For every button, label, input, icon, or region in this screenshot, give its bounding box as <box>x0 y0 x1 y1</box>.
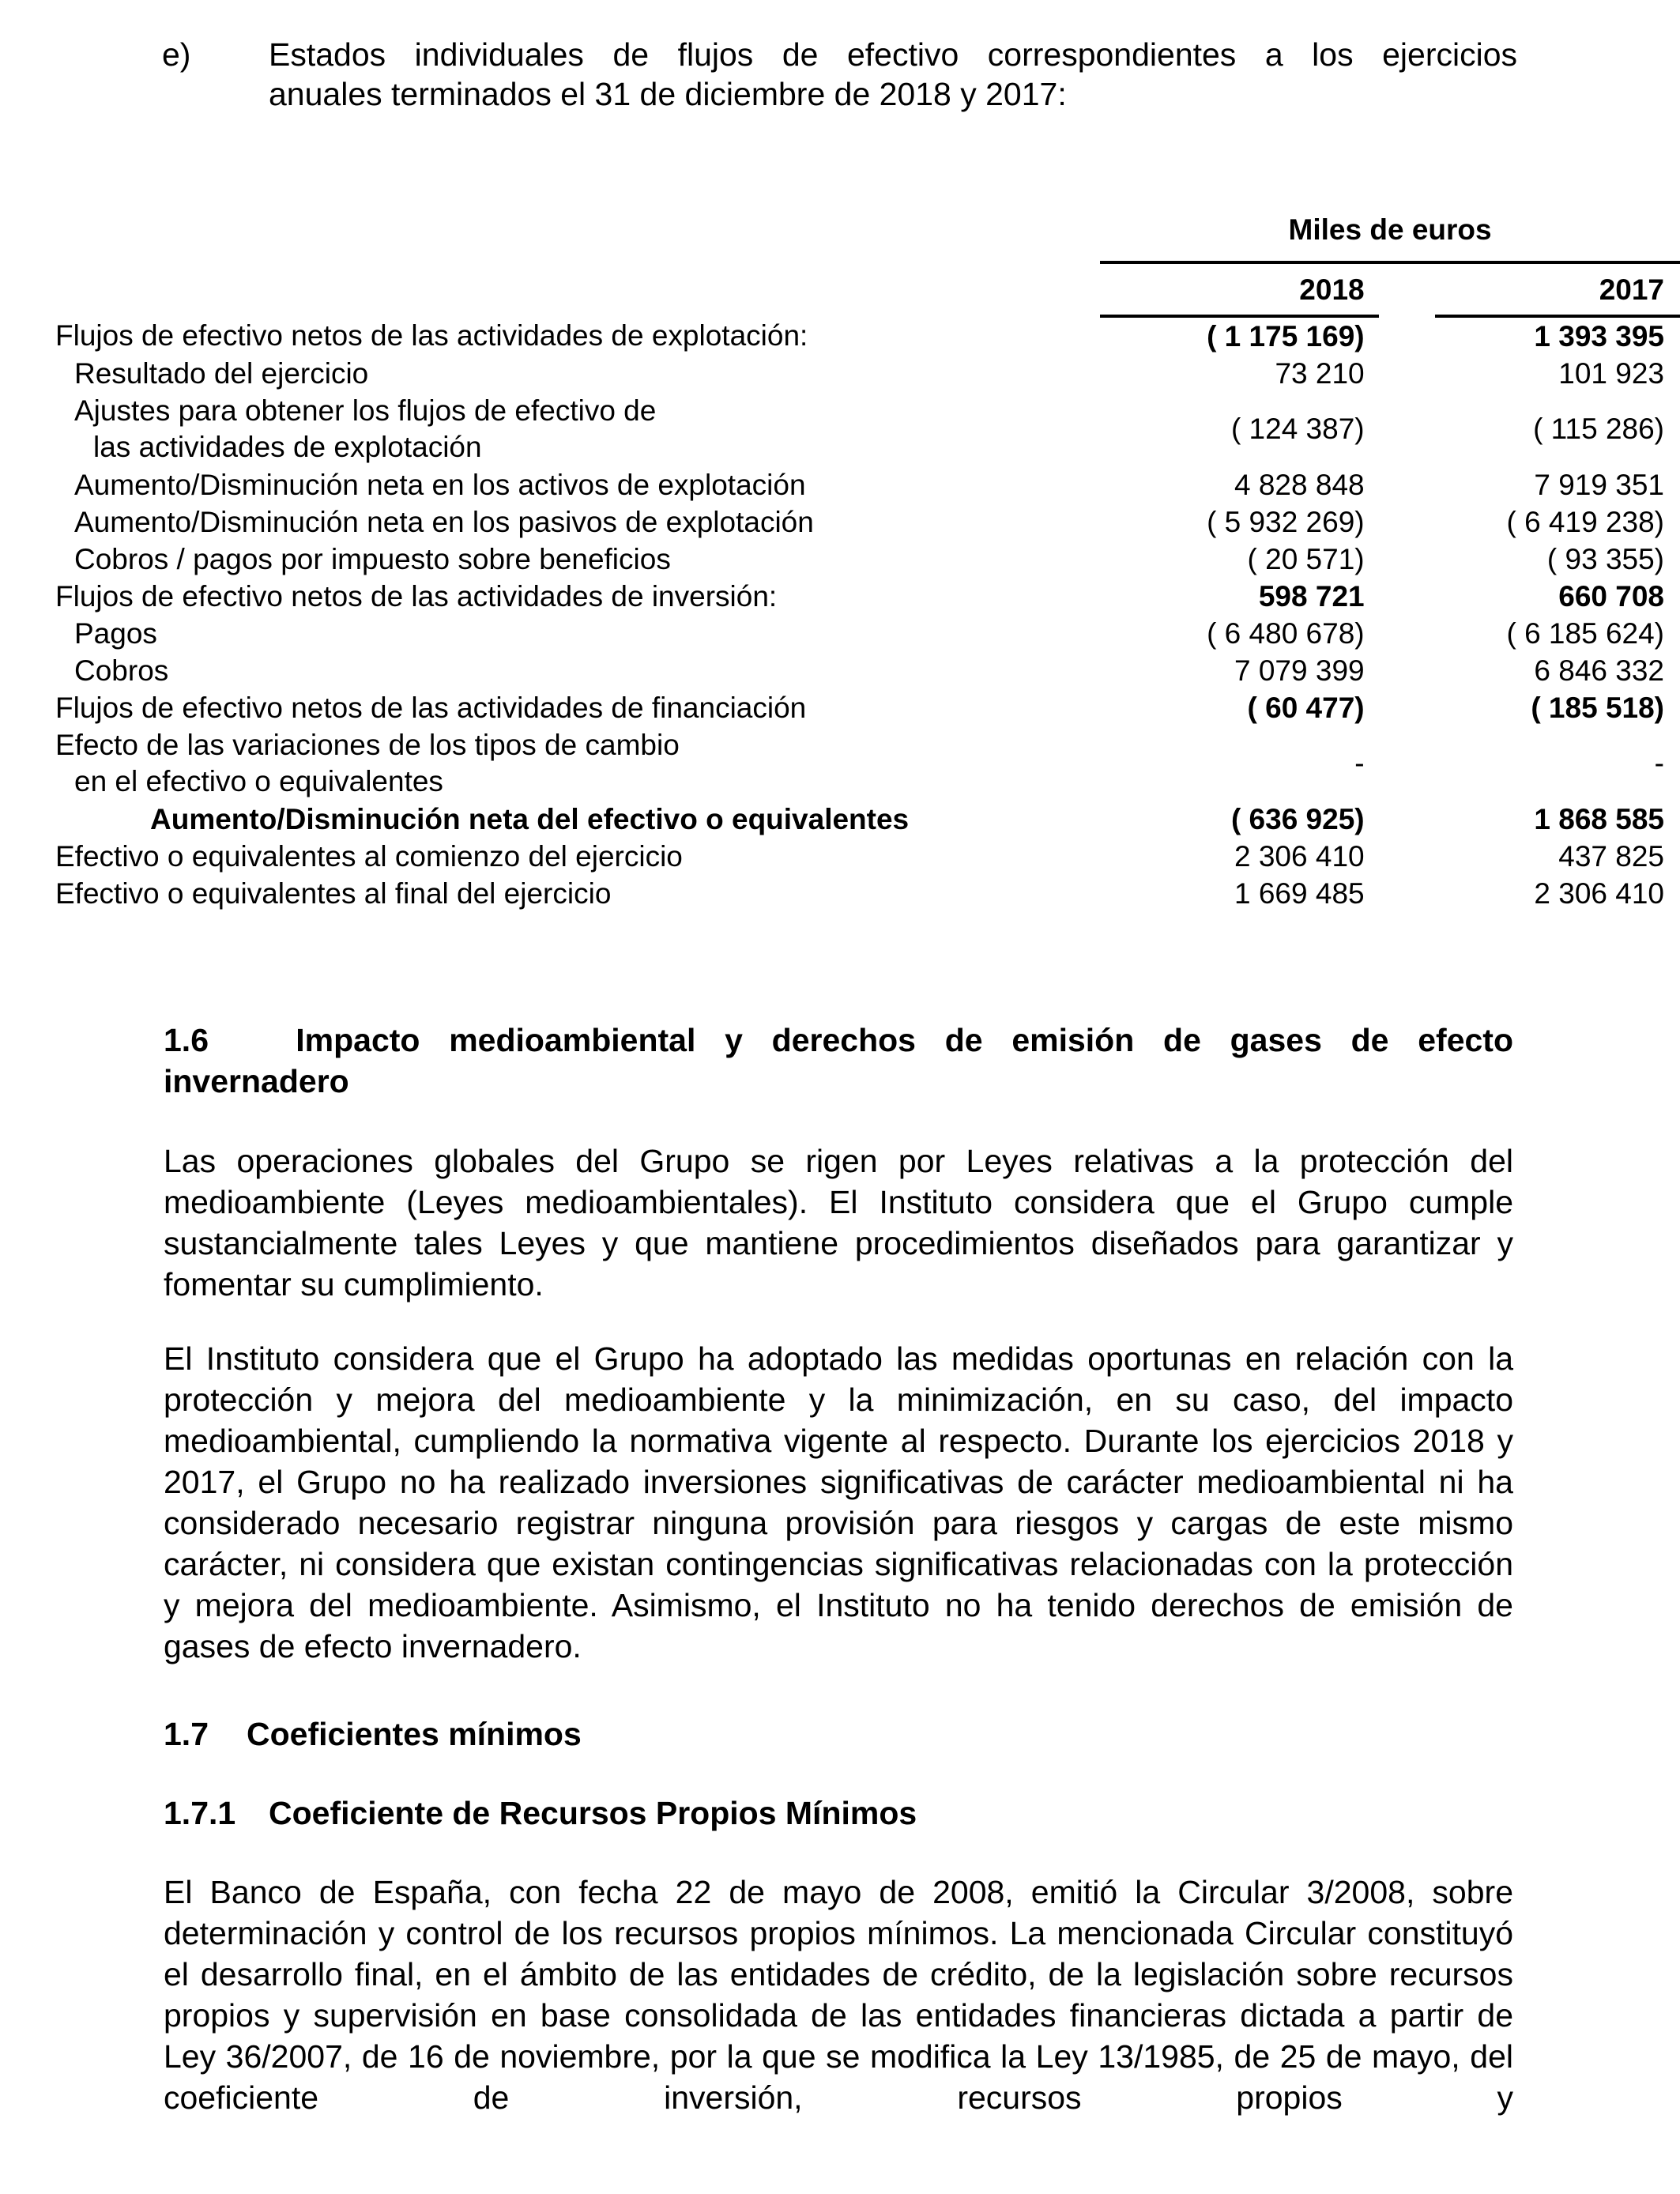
section-1-6-paragraph-1: Las operaciones globales del Grupo se rigen por Leyes relativas a la protección del medioambiente (Leyes medioambientales). El Instituto considera que el Grupo cumple sustancialmente tales Leyes y que mantiene procedimientos diseñados para garantizar y fomentar su cumplimiento. <box>164 1143 1513 1302</box>
section-title: Coeficientes mínimos <box>247 1716 582 1752</box>
value-2017: - <box>1654 747 1664 779</box>
value-2018: 4 828 848 <box>1234 469 1365 501</box>
row-label: Resultado del ejercicio <box>74 357 369 390</box>
table-row <box>55 392 1680 466</box>
section-number: 1.6 <box>164 1022 209 1058</box>
row-label: Flujos de efectivo netos de las actividades de explotación: <box>55 319 808 352</box>
row-label: Cobros / pagos por impuesto sobre beneficios <box>74 543 671 575</box>
row-label: Aumento/Disminución neta en los pasivos de explotación <box>74 506 814 538</box>
section-title: Coeficiente de Recursos Propios Mínimos <box>269 1795 917 1831</box>
table-row <box>55 541 1680 578</box>
value-2018: 2 306 410 <box>1234 840 1365 873</box>
section-letter: e) <box>162 36 191 73</box>
table-row <box>55 578 1680 615</box>
value-2018: ( 60 477) <box>1247 692 1365 724</box>
table-year-row <box>55 262 1680 316</box>
table-row <box>55 801 1680 838</box>
unit-header: Miles de euros <box>1100 198 1680 262</box>
row-label-line1: Ajustes para obtener los flujos de efectivo de <box>74 394 657 427</box>
row-label: Efectivo o equivalentes al comienzo del ejercicio <box>55 840 683 873</box>
value-2018: 7 079 399 <box>1234 654 1365 687</box>
value-2018: ( 6 480 678) <box>1207 617 1365 650</box>
table-row <box>55 355 1680 392</box>
cash-flow-table <box>55 198 1680 912</box>
statement-heading-line2: anuales terminados el 31 de diciembre de 2018 y 2017: <box>269 76 1067 112</box>
value-2018: ( 20 571) <box>1247 543 1365 575</box>
value-2017: 1 868 585 <box>1534 803 1664 835</box>
row-label: Pagos <box>74 617 157 650</box>
value-2018: ( 1 175 169) <box>1207 320 1365 352</box>
value-2017: ( 93 355) <box>1546 543 1664 575</box>
table-row <box>55 875 1680 912</box>
row-label-line2: las actividades de explotación <box>93 431 482 463</box>
row-label-line1: Efecto de las variaciones de los tipos de cambio <box>55 729 680 761</box>
row-label: Aumento/Disminución neta del efectivo o equivalentes <box>150 803 910 835</box>
value-2018: ( 636 925) <box>1230 803 1365 835</box>
value-2017: 7 919 351 <box>1534 469 1664 501</box>
section-1-6-heading <box>164 1020 1513 1102</box>
table-row <box>55 726 1680 801</box>
table-row <box>55 838 1680 875</box>
value-2017: 101 923 <box>1558 357 1664 390</box>
section-title-line2: invernadero <box>164 1063 349 1099</box>
section-1-7-heading <box>164 1713 1513 1755</box>
section-1-7-1-heading <box>164 1793 1513 1834</box>
table-row <box>55 503 1680 541</box>
table-row <box>55 466 1680 503</box>
section-1-7-1-paragraph-1: El Banco de España, con fecha 22 de mayo de 2008, emitió la Circular 3/2008, sobre determinación y control de los recursos propios mínimos. La mencionada Circular constituyó el desarrollo final, en el ámbito de las entidades de crédito, de la legislación sobre recursos propios y supervisión en base consolidada de las entidades financieras dictada a partir de Ley 36/2007, de 16 de noviembre, por la que se modifica la Ley 13/1985, de 25 de mayo, del coeficiente de inversión, recursos propios y <box>164 1874 1513 2116</box>
table-row <box>55 615 1680 652</box>
value-2018: ( 5 932 269) <box>1207 506 1365 538</box>
value-2018: 73 210 <box>1275 357 1365 390</box>
column-header-2017: 2017 <box>1435 262 1680 316</box>
value-2017: 437 825 <box>1558 840 1664 873</box>
row-label: Flujos de efectivo netos de las actividades de inversión: <box>55 580 778 613</box>
column-header-2018: 2018 <box>1100 262 1378 316</box>
value-2017: ( 6 419 238) <box>1506 506 1664 538</box>
table-row <box>55 316 1680 355</box>
statement-heading <box>269 35 1517 114</box>
section-number: 1.7 <box>164 1716 209 1752</box>
table-row <box>55 652 1680 689</box>
table-row <box>55 689 1680 726</box>
value-2017: 1 393 395 <box>1534 320 1664 352</box>
value-2017: ( 115 286) <box>1533 413 1664 445</box>
value-2017: 6 846 332 <box>1534 654 1664 687</box>
value-2017: 2 306 410 <box>1534 877 1664 910</box>
row-label <box>55 392 1100 466</box>
section-number: 1.7.1 <box>164 1795 236 1831</box>
value-2018: - <box>1354 747 1365 779</box>
row-label: Cobros <box>74 654 169 687</box>
value-2018: 598 721 <box>1258 580 1365 613</box>
value-2018: 1 669 485 <box>1234 877 1365 910</box>
row-label: Aumento/Disminución neta en los activos de explotación <box>74 469 806 501</box>
value-2017: ( 6 185 624) <box>1506 617 1664 650</box>
row-label: Flujos de efectivo netos de las actividades de financiación <box>55 692 807 724</box>
value-2017: ( 185 518) <box>1531 692 1664 724</box>
section-1-6-paragraph-2: El Instituto considera que el Grupo ha adoptado las medidas oportunas en relación con la protección y mejora del medioambiente y la minimización, en su caso, del impacto medioambiental, cumpliendo la normativa vigente al respecto. Durante los ejercicios 2018 y 2017, el Grupo no ha realizado inversiones significativas de carácter medioambiental ni ha considerado necesario registrar ninguna provisión para riesgos y cargas de este mismo carácter, ni considera que existan contingencias significativas relacionadas con la protección y mejora del medioambiente. Asimismo, el Instituto no ha tenido derechos de emisión de gases de efecto invernadero. <box>164 1340 1513 1664</box>
row-label: Efectivo o equivalentes al final del ejercicio <box>55 877 612 910</box>
value-2018: ( 124 387) <box>1230 413 1365 445</box>
row-label-line2: en el efectivo o equivalentes <box>74 765 443 797</box>
value-2017: 660 708 <box>1558 580 1664 613</box>
statement-heading-line1: Estados individuales de flujos de efectivo correspondientes a los ejercicios <box>269 36 1517 73</box>
section-title-line1: Impacto medioambiental y derechos de emisión de gases de efecto <box>296 1022 1513 1058</box>
table-unit-row <box>55 198 1680 262</box>
row-label <box>55 726 1100 801</box>
